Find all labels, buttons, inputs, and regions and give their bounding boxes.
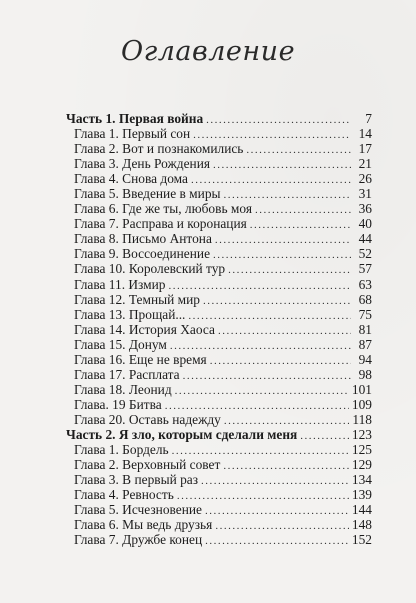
toc-chapter-row — [66, 126, 372, 141]
toc-page-number: 148 — [351, 517, 372, 533]
dot-leader — [215, 519, 349, 534]
toc-chapter-row — [66, 171, 372, 186]
toc-page-number: 21 — [358, 156, 372, 172]
dot-leader — [218, 324, 351, 339]
toc-entry-label: Глава 2. Вот и познакомились — [74, 141, 244, 157]
toc-chapter-row — [66, 487, 372, 502]
toc-entry-label: Глава 4. Ревность — [74, 487, 174, 503]
toc-page-number: 36 — [358, 201, 372, 217]
toc-chapter-row — [66, 517, 372, 532]
toc-chapter-row — [66, 141, 372, 156]
toc-chapter-row — [66, 397, 372, 412]
toc-entry-label: Глава 6. Мы ведь друзья — [74, 517, 213, 533]
toc-entry-label: Глава 2. Верховный совет — [74, 457, 221, 473]
toc-chapter-row — [66, 367, 372, 382]
toc-page-number: 118 — [352, 411, 372, 427]
dot-leader — [201, 474, 349, 489]
toc-entry-label: Часть 2. Я зло, которым сделали меня — [66, 426, 298, 442]
dot-leader — [210, 354, 351, 369]
toc-page-number: 134 — [351, 472, 372, 488]
toc-entry-label: Глава 12. Темный мир — [74, 291, 200, 307]
toc-chapter-row — [66, 472, 372, 487]
toc-chapter-row — [66, 382, 372, 397]
toc-page-number: 57 — [358, 261, 372, 277]
toc-chapter-row — [66, 322, 372, 337]
toc-entry-label: Глава 1. Бордель — [74, 442, 169, 458]
toc-entry-label: Часть 1. Первая война — [66, 111, 204, 126]
toc-page-number: 44 — [358, 231, 372, 247]
toc-chapter-row — [66, 277, 372, 292]
dot-leader — [228, 263, 351, 278]
toc-page-number: 152 — [351, 532, 372, 548]
toc-chapter-row — [66, 246, 372, 261]
toc-chapter-row — [66, 216, 372, 231]
dot-leader — [183, 369, 351, 384]
toc-entry-label: Глава 8. Письмо Антона — [74, 231, 212, 247]
toc-chapter-row — [66, 201, 372, 216]
toc-page-number: 125 — [351, 442, 372, 458]
dot-leader — [175, 384, 349, 399]
dot-leader — [300, 429, 349, 444]
toc-chapter-row — [66, 292, 372, 307]
toc-page-number: 98 — [358, 366, 372, 382]
page-title: Оглавление — [120, 36, 296, 67]
toc-page-number: 81 — [358, 321, 372, 337]
dot-leader — [250, 218, 351, 233]
toc-page-number: 139 — [351, 487, 372, 503]
toc-chapter-row — [66, 442, 372, 457]
toc-chapter-row — [66, 412, 372, 427]
toc-entry-label: Глава 3. День Рождения — [74, 156, 211, 172]
toc-entry-label: Глава 13. Прощай... — [74, 306, 186, 322]
toc-entry-label: Глава 18. Леонид — [74, 381, 172, 397]
dot-leader — [213, 248, 351, 263]
toc-chapter-row — [66, 307, 372, 322]
table-of-contents — [66, 111, 372, 547]
toc-page-number: 94 — [358, 351, 372, 367]
toc-entry-label: Глава 16. Еще не время — [74, 351, 207, 367]
toc-entry-label: Глава 7. Расправа и коронация — [74, 216, 247, 232]
toc-entry-label: Глава 14. История Хаоса — [74, 321, 215, 337]
dot-leader — [215, 233, 351, 248]
toc-page-number: 40 — [358, 216, 372, 232]
dot-leader — [255, 203, 351, 218]
toc-entry-label: Глава 6. Где же ты, любовь моя — [74, 201, 252, 217]
toc-page-number: 31 — [358, 186, 372, 202]
dot-leader — [223, 459, 349, 474]
toc-entry-label: Глава 15. Донум — [74, 336, 167, 352]
toc-entry-label: Глава 9. Воссоединение — [74, 246, 211, 262]
dot-leader — [203, 294, 351, 309]
dot-leader — [213, 158, 351, 173]
toc-chapter-row — [66, 231, 372, 246]
dot-leader — [205, 504, 349, 519]
toc-chapter-row — [66, 186, 372, 201]
toc-entry-label: Глава 1. Первый сон — [74, 126, 191, 142]
dot-leader — [205, 534, 349, 549]
toc-page-number: 123 — [351, 426, 372, 442]
toc-entry-label: Глава 20. Оставь надежду — [74, 411, 221, 427]
toc-page-number: 26 — [358, 171, 372, 187]
toc-entry-label: Глава 5. Введение в миры — [74, 186, 221, 202]
toc-page-number: 87 — [358, 336, 372, 352]
toc-page-number: 75 — [358, 306, 372, 322]
toc-page-number: 63 — [358, 276, 372, 292]
toc-page-number: 109 — [351, 396, 372, 412]
toc-entry-label: Глава 5. Исчезновение — [74, 502, 202, 518]
toc-page-number: 129 — [351, 457, 372, 473]
dot-leader — [177, 489, 349, 504]
toc-part-row — [66, 111, 372, 126]
toc-chapter-row — [66, 337, 372, 352]
toc-page-number: 144 — [351, 502, 372, 518]
toc-entry-label: Глава. 19 Битва — [74, 396, 162, 412]
dot-leader — [206, 113, 351, 128]
toc-chapter-row — [66, 156, 372, 171]
toc-chapter-row — [66, 261, 372, 276]
toc-chapter-row — [66, 457, 372, 472]
toc-entry-label: Глава 11. Измир — [74, 276, 166, 292]
toc-page-number: 7 — [365, 111, 372, 126]
toc-entry-label: Глава 4. Снова дома — [74, 171, 188, 187]
toc-entry-label: Глава 10. Королевский тур — [74, 261, 226, 277]
toc-page-number: 17 — [358, 141, 372, 157]
toc-page-number: 101 — [351, 381, 372, 397]
toc-entry-label: Глава 7. Дружбе конец — [74, 532, 203, 548]
toc-chapter-row — [66, 532, 372, 547]
dot-leader — [246, 143, 351, 158]
toc-entry-label: Глава 17. Расплата — [74, 366, 180, 382]
toc-entry-label: Глава 3. В первый раз — [74, 472, 199, 488]
toc-part-row — [66, 427, 372, 442]
toc-page-number: 68 — [358, 291, 372, 307]
toc-page-number: 52 — [358, 246, 372, 262]
toc-chapter-row — [66, 502, 372, 517]
toc-chapter-row — [66, 352, 372, 367]
toc-page-number: 14 — [358, 126, 372, 142]
